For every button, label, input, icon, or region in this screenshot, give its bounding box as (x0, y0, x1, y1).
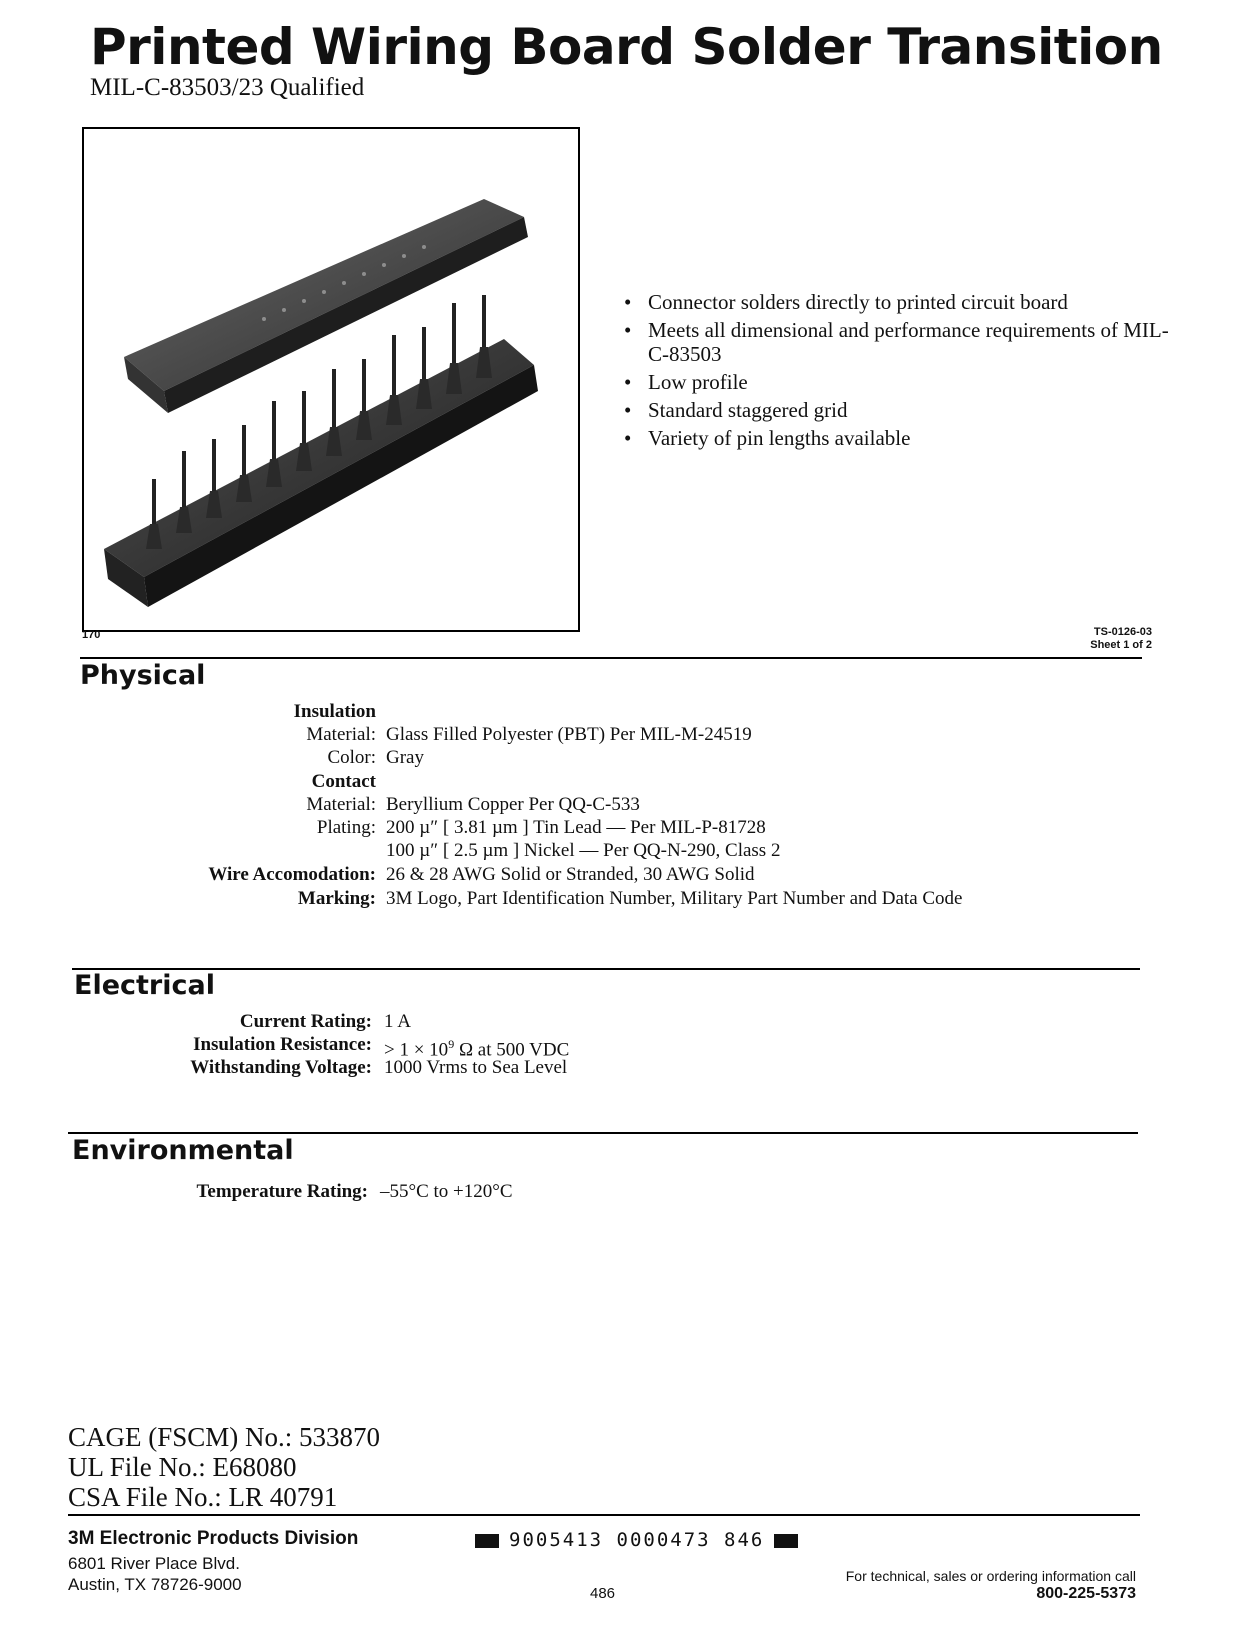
cage-code: CAGE (FSCM) No.: 533870 (68, 1422, 381, 1452)
phone-number: 800-225-5373 (1036, 1585, 1136, 1602)
feature-text: Connector solders directly to printed circuit board (648, 290, 1068, 314)
barcode-text: 9005413 0000473 846 (509, 1529, 765, 1551)
list-item (620, 290, 1180, 314)
list-item (620, 370, 1180, 394)
spec-label: Marking: (297, 888, 376, 909)
spec-label: Temperature Rating: (196, 1181, 368, 1202)
csa-file: CSA File No.: LR 40791 (68, 1482, 338, 1512)
bullet-icon: • (624, 426, 632, 450)
list-item (620, 426, 1180, 450)
feature-text: Low profile (648, 370, 748, 394)
insres-exponent: 9 (448, 1037, 455, 1051)
spec-value: 1 A (384, 1011, 411, 1032)
connector-illustration (84, 129, 578, 630)
insulation-heading: Insulation (293, 701, 376, 722)
spec-label: Withstanding Voltage: (190, 1057, 372, 1078)
section-divider (68, 1132, 1138, 1134)
section-heading-physical: Physical (80, 660, 206, 691)
section-divider (80, 657, 1142, 659)
list-item (620, 318, 1180, 366)
spec-label: Material: (306, 724, 376, 745)
spec-label: Current Rating: (239, 1011, 372, 1032)
spec-label: Color: (327, 747, 376, 768)
feature-text: Meets all dimensional and performance requirements of MIL-C-83503 (648, 318, 1169, 366)
certification-codes (68, 1422, 380, 1512)
section-divider (72, 968, 1140, 970)
barcode-block-icon (774, 1534, 798, 1548)
spec-label: Insulation Resistance: (193, 1034, 372, 1055)
page-title: Printed Wiring Board Solder Transition (90, 18, 1163, 76)
list-item (620, 398, 1180, 422)
doc-number: TS-0126-03 (1093, 626, 1152, 638)
ul-file: UL File No.: E68080 (68, 1452, 297, 1482)
spec-value: 200 µ″ [ 3.81 µm ] Tin Lead — Per MIL-P-81728 (386, 817, 766, 838)
bullet-icon: • (624, 290, 632, 314)
spec-value: Gray (386, 747, 424, 768)
address-line: Austin, TX 78726-9000 (68, 1575, 242, 1594)
bullet-icon: • (624, 318, 632, 342)
page-subtitle: MIL-C-83503/23 Qualified (90, 74, 365, 101)
barcode-strip (465, 1529, 808, 1551)
bullet-icon: • (624, 398, 632, 422)
footer-divider (68, 1514, 1140, 1516)
spec-label: Plating: (316, 817, 376, 838)
insres-suffix: Ω at 500 VDC (454, 1039, 570, 1061)
division-address (68, 1553, 242, 1595)
document-reference (1090, 626, 1152, 652)
spec-value: Beryllium Copper Per QQ-C-533 (386, 794, 640, 815)
spec-value: 3M Logo, Part Identification Number, Military Part Number and Data Code (386, 888, 963, 909)
spec-value: 26 & 28 AWG Solid or Stranded, 30 AWG Solid (386, 864, 755, 885)
spec-label: Wire Accomodation: (208, 864, 376, 885)
insres-prefix: > 1 × 10 (384, 1039, 449, 1061)
feature-text: Variety of pin lengths available (648, 426, 911, 450)
address-line: 6801 River Place Blvd. (68, 1554, 240, 1573)
spec-value: Glass Filled Polyester (PBT) Per MIL-M-24519 (386, 724, 752, 745)
contact-info (846, 1567, 1136, 1603)
product-photo (82, 127, 580, 632)
feature-text: Standard staggered grid (648, 398, 848, 422)
spec-label: Material: (306, 794, 376, 815)
section-heading-environmental: Environmental (72, 1135, 294, 1166)
contact-text: For technical, sales or ordering information call (845, 1568, 1136, 1584)
spec-value: –55°C to +120°C (380, 1181, 513, 1202)
barcode-block-icon (475, 1534, 499, 1548)
bullet-icon: • (624, 370, 632, 394)
spec-value: 1000 Vrms to Sea Level (384, 1057, 568, 1078)
division-name: 3M Electronic Products Division (68, 1528, 359, 1549)
page-number: 486 (590, 1585, 616, 1602)
spec-value: 100 µ″ [ 2.5 µm ] Nickel — Per QQ-N-290, Class 2 (386, 840, 781, 861)
section-heading-electrical: Electrical (74, 970, 215, 1001)
photo-number: 170 (82, 629, 101, 641)
sheet-number: Sheet 1 of 2 (1090, 639, 1152, 651)
contact-heading: Contact (311, 771, 376, 792)
feature-list (620, 290, 1180, 454)
